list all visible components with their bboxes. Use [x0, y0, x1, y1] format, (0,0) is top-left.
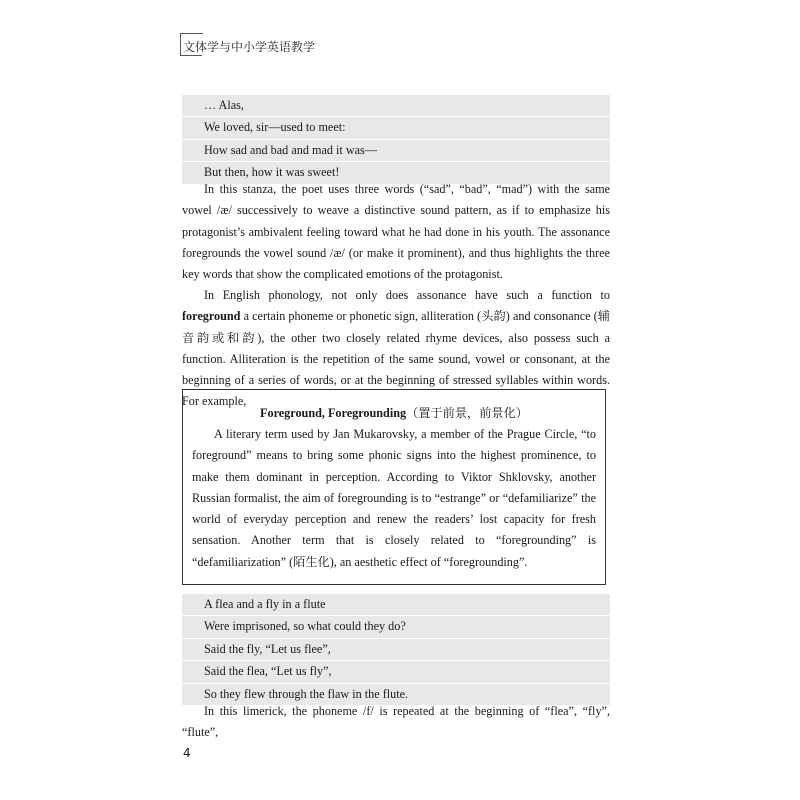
keyword-foreground: foreground: [182, 309, 241, 324]
poem-excerpt-limerick: [182, 594, 610, 705]
paragraph-assonance: [182, 179, 610, 285]
paragraph-limerick: [182, 701, 610, 744]
definition-term-cn: （置于前景，前景化）: [406, 406, 528, 420]
paragraph-text: In this limerick, the phoneme /f/ is repeated at the beginning of “flea”, “fly”, “flute”,: [182, 704, 610, 740]
poem-line: So they flew through the flaw in the flute.: [182, 683, 610, 705]
poem-line: Said the flea, “Let us fly”,: [182, 660, 610, 682]
poem-line: But then, how it was sweet!: [182, 161, 610, 183]
header-rule: [180, 55, 202, 56]
definition-body: [192, 424, 596, 573]
poem-line: Said the fly, “Let us flee”,: [182, 638, 610, 660]
definition-text: A literary term used by Jan Mukarovsky, a member of the Prague Circle, “to foreground” means to bring some phonic signs into the highest prominence, to make them dominant in perception. According to Viktor Shklovsky, another Russian formalist, the aim of foregrounding is to “estrange” or “defamiliarize” the world of everyday perception and renew the readers’ lost capacity for fresh sensation. Another term that is closely related to “foregrounding” is “defamiliarization” (陌生化), an aesthetic effect of “foregrounding”.: [192, 427, 596, 569]
definition-title: [183, 404, 605, 421]
definition-term: Foreground, Foregrounding: [260, 406, 407, 420]
definition-box: [182, 389, 606, 585]
poem-excerpt-1: [182, 95, 610, 184]
running-head: 文体学与中小学英语教学: [183, 40, 316, 54]
page-number: 4: [183, 746, 191, 760]
poem-line: A flea and a fly in a flute: [204, 597, 326, 611]
poem-line: … Alas,: [204, 98, 244, 112]
paragraph-text: In this stanza, the poet uses three words (“sad”, “bad”, “mad”) with the same vowel /æ/ successively to weave a distinctive sound pattern, as if to emphasize his protagonist’s ambivalent feeling toward what he had done in his youth. The assonance foregrounds the vowel sound /æ/ (or make it prominent), and thus highlights the three key words that show the complicated emotions of the protagonist.: [182, 182, 610, 282]
poem-line: How sad and bad and mad it was—: [182, 139, 610, 161]
paragraph-text-before: In English phonology, not only does assonance have such a function to: [204, 288, 610, 302]
poem-line: We loved, sir—used to meet:: [182, 116, 610, 138]
poem-line: Were imprisoned, so what could they do?: [182, 615, 610, 637]
paragraph-text-after: a certain phoneme or phonetic sign, alliteration (头韵) and consonance (辅音韵或和韵), the other two closely related rhyme devices, also possess such a function. Alliteration is the repetition of the same sound, vowel or consonant, at the beginning of a series of words, or at the beginning of stressed syllables within words. For example,: [182, 309, 610, 409]
